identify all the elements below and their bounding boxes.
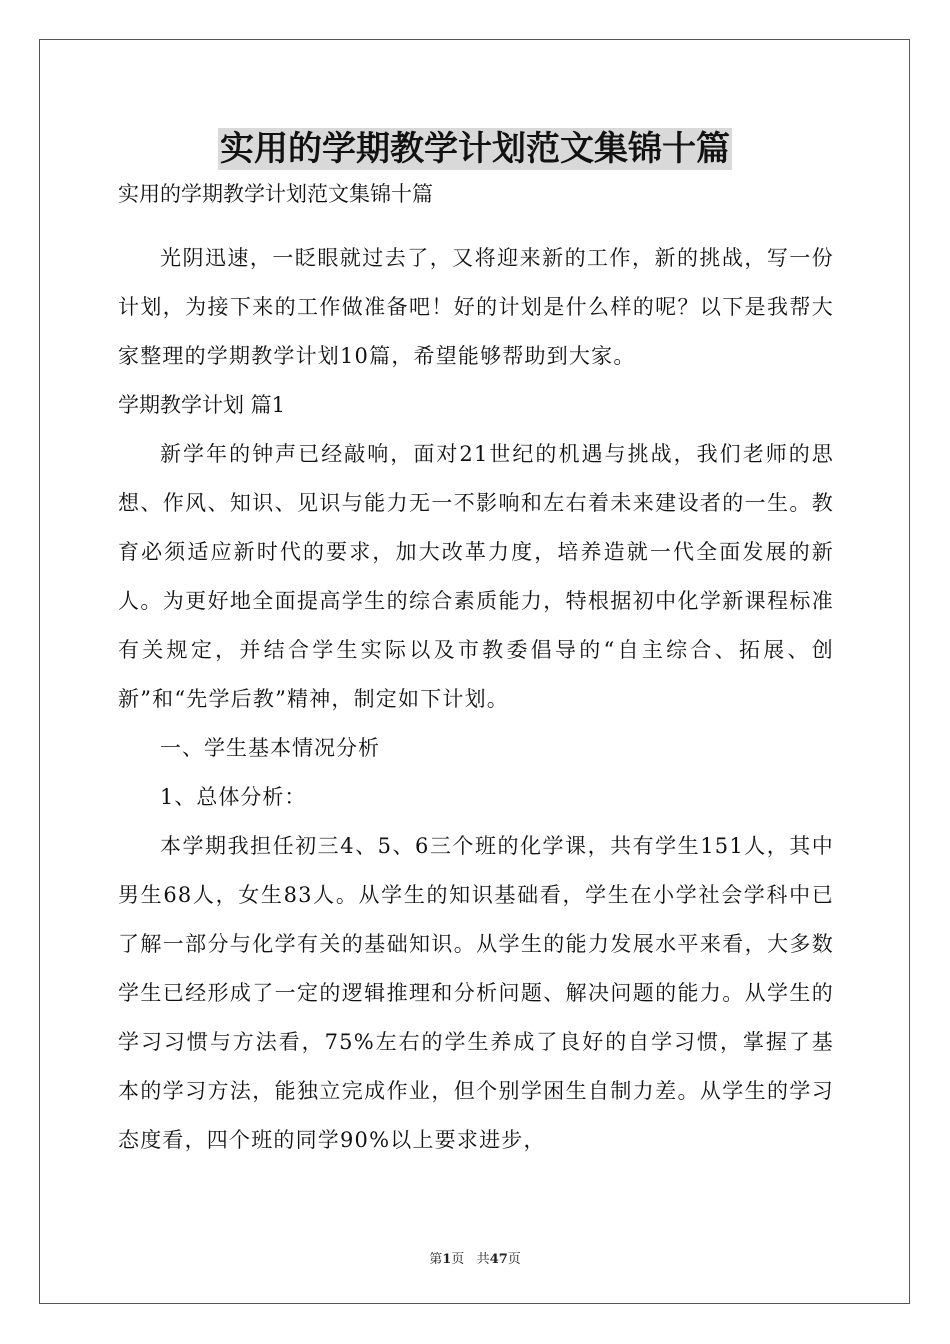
total-pages: 47 bbox=[489, 1252, 508, 1267]
body-paragraph-2: 本学期我担任初三4、5、6三个班的化学课，共有学生151人，其中男生68人，女生83人。从学生的知识基础看，学生在小学社会学科中已了解一部分与化学有关的基础知识。从学生的能力发展水平来看，大多数学生已经形成了一定的逻辑推理和分析问题、解决问题的能力。从学生的学习习惯与方法看，75%左右的学生养成了良好的自学习惯，掌握了基本的学习方法，能独立完成作业，但个别学困生自制力差。从学生的学习态度看，四个班的同学90%以上要求进步， bbox=[118, 834, 834, 1152]
page-footer bbox=[0, 1248, 950, 1267]
page-suffix: 页 bbox=[451, 1252, 465, 1267]
section-heading: 学期教学计划 篇1 bbox=[118, 393, 286, 417]
document-subtitle: 实用的学期教学计划范文集锦十篇 bbox=[118, 182, 433, 206]
intro-paragraph: 光阴迅速，一眨眼就过去了，又将迎来新的工作，新的挑战，写一份计划，为接下来的工作做准备吧！好的计划是什么样的呢？以下是我帮大家整理的学期教学计划10篇，希望能够帮助到大家。 bbox=[118, 246, 834, 368]
heading-overall-analysis: 1、总体分析： bbox=[160, 785, 307, 809]
page-number: 1 bbox=[442, 1252, 452, 1267]
body-paragraph-1: 新学年的钟声已经敲响，面对21世纪的机遇与挑战，我们老师的思想、作风、知识、见识与能力无一不影响和左右着未来建设者的一生。教育必须适应新时代的要求，加大改革力度，培养造就一代全面发展的新人。为更好地全面提高学生的综合素质能力，特根据初中化学新课程标准有关规定，并结合学生实际以及市教委倡导的“自主综合、拓展、创新”和“先学后教”精神，制定如下计划。 bbox=[118, 442, 834, 711]
heading-student-analysis: 一、学生基本情况分析 bbox=[160, 736, 380, 760]
page-prefix: 第 bbox=[429, 1252, 443, 1267]
total-prefix: 共 bbox=[476, 1252, 490, 1267]
title-container bbox=[0, 128, 950, 170]
document-title: 实用的学期教学计划范文集锦十篇 bbox=[220, 129, 730, 169]
total-suffix: 页 bbox=[507, 1252, 521, 1267]
document-body bbox=[118, 180, 834, 1165]
